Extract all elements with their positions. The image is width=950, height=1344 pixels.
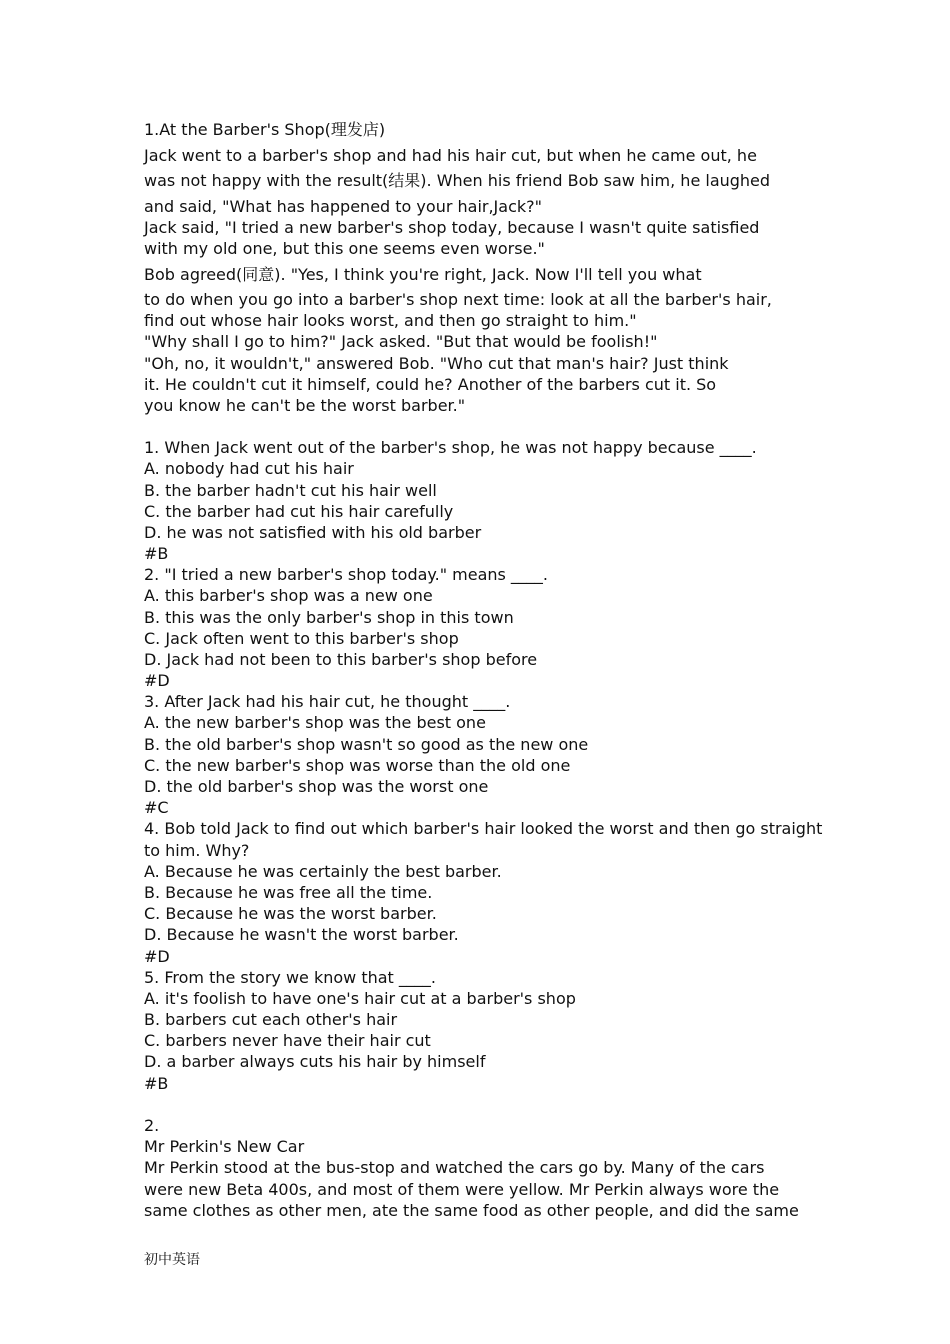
story1-line: Bob agreed(同意). "Yes, I think you're right, Jack. Now I'll tell you what: [144, 265, 702, 284]
question-option: C. Jack often went to this barber's shop: [144, 629, 459, 648]
story1-line: you know he can't be the worst barber.": [144, 396, 466, 415]
question-option: A. the new barber's shop was the best one: [144, 713, 486, 732]
question-option: C. Because he was the worst barber.: [144, 904, 437, 923]
story2-number: 2.: [144, 1116, 160, 1135]
question-answer: #B: [144, 544, 169, 563]
question-text: 5. From the story we know that ____.: [144, 968, 436, 987]
question-option: D. Because he wasn't the worst barber.: [144, 925, 459, 944]
story2-line: same clothes as other men, ate the same food as other people, and did the same: [144, 1201, 799, 1220]
story1-line: Jack went to a barber's shop and had his hair cut, but when he came out, he: [144, 146, 757, 165]
story1-line: "Oh, no, it wouldn't," answered Bob. "Who cut that man's hair? Just think: [144, 354, 729, 373]
question-option: C. the new barber's shop was worse than the old one: [144, 756, 571, 775]
question-text: to him. Why?: [144, 841, 250, 860]
question-answer: #D: [144, 947, 170, 966]
story2-line: were new Beta 400s, and most of them were yellow. Mr Perkin always wore the: [144, 1180, 780, 1199]
question-answer: #C: [144, 798, 169, 817]
story2-line: Mr Perkin stood at the bus-stop and watched the cars go by. Many of the cars: [144, 1158, 765, 1177]
question-option: C. the barber had cut his hair carefully: [144, 502, 454, 521]
question-option: A. Because he was certainly the best barber.: [144, 862, 502, 881]
question-text: 2. "I tried a new barber's shop today." means ____.: [144, 565, 549, 584]
story1-line: Jack said, "I tried a new barber's shop today, because I wasn't quite satisfied: [144, 218, 760, 237]
question-option: D. Jack had not been to this barber's shop before: [144, 650, 538, 669]
question-option: D. the old barber's shop was the worst one: [144, 777, 489, 796]
story1-line: "Why shall I go to him?" Jack asked. "But that would be foolish!": [144, 332, 658, 351]
story1-line: it. He couldn't cut it himself, could he? Another of the barbers cut it. So: [144, 375, 717, 394]
question-option: D. he was not satisfied with his old barber: [144, 523, 482, 542]
question-option: D. a barber always cuts his hair by himself: [144, 1052, 486, 1071]
story1-line: to do when you go into a barber's shop next time: look at all the barber's hair,: [144, 290, 772, 309]
story1-line: find out whose hair looks worst, and then go straight to him.": [144, 311, 637, 330]
story2-title: Mr Perkin's New Car: [144, 1137, 305, 1156]
question-option: A. this barber's shop was a new one: [144, 586, 433, 605]
page-footer: 初中英语: [144, 1252, 200, 1268]
question-answer: #B: [144, 1074, 169, 1093]
question-text: 3. After Jack had his hair cut, he thought ____.: [144, 692, 511, 711]
story1-line: was not happy with the result(结果). When his friend Bob saw him, he laughed: [144, 171, 771, 190]
story1-line: and said, "What has happened to your hair,Jack?": [144, 197, 542, 216]
question-option: B. this was the only barber's shop in this town: [144, 608, 514, 627]
story1-title: 1.At the Barber's Shop(理发店): [144, 120, 386, 139]
question-option: A. it's foolish to have one's hair cut at a barber's shop: [144, 989, 576, 1008]
question-option: B. the barber hadn't cut his hair well: [144, 481, 437, 500]
question-option: A. nobody had cut his hair: [144, 459, 354, 478]
question-option: B. barbers cut each other's hair: [144, 1010, 398, 1029]
question-option: C. barbers never have their hair cut: [144, 1031, 431, 1050]
question-option: B. the old barber's shop wasn't so good as the new one: [144, 735, 589, 754]
question-text: 1. When Jack went out of the barber's shop, he was not happy because ____.: [144, 438, 757, 457]
question-text: 4. Bob told Jack to find out which barber's hair looked the worst and then go straight: [144, 819, 823, 838]
question-option: B. Because he was free all the time.: [144, 883, 433, 902]
story1-line: with my old one, but this one seems even worse.": [144, 239, 545, 258]
question-answer: #D: [144, 671, 170, 690]
